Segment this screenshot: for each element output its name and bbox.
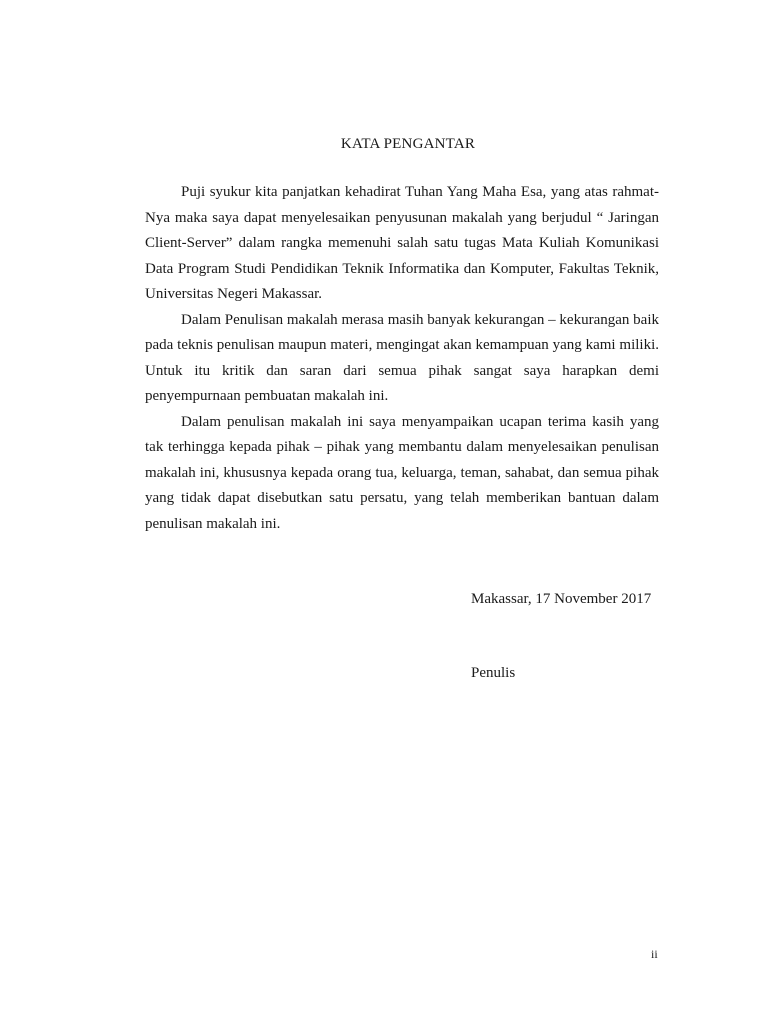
page-number: ii [651, 947, 658, 961]
paragraph: Puji syukur kita panjatkan kehadirat Tuhan Yang Maha Esa, yang atas rahmat-Nya maka saya dapat menyelesaikan penyusunan makalah yang berjudul “ Jaringan Client-Server” dalam rangka memenuhi salah satu tugas Mata Kuliah Komunikasi Data Program Studi Pendidikan Teknik Informatika dan Komputer, Fakultas Teknik, Universitas Negeri Makassar. [145, 184, 659, 302]
paragraph: Dalam penulisan makalah ini saya menyampaikan ucapan terima kasih yang tak terhingga kepada pihak – pihak yang membantu dalam menyelesaikan penulisan makalah ini, khususnya kepada orang tua, keluarga, teman, sahabat, dan semua pihak yang tidak dapat disebutkan satu persatu, yang telah memberikan bantuan dalam penulisan makalah ini. [145, 413, 659, 532]
place-date: Makassar, 17 November 2017 [471, 591, 652, 607]
signature-label: Penulis [471, 665, 516, 681]
paragraph: Dalam Penulisan makalah merasa masih banyak kekurangan – kekurangan baik pada teknis penulisan maupun materi, mengingat akan kemampuan yang kami miliki. Untuk itu kritik dan saran dari semua pihak sangat saya harapkan demi penyempurnaan pembuatan makalah ini. [145, 311, 659, 404]
page-title: KATA PENGANTAR [340, 136, 476, 152]
document-body [145, 180, 659, 537]
